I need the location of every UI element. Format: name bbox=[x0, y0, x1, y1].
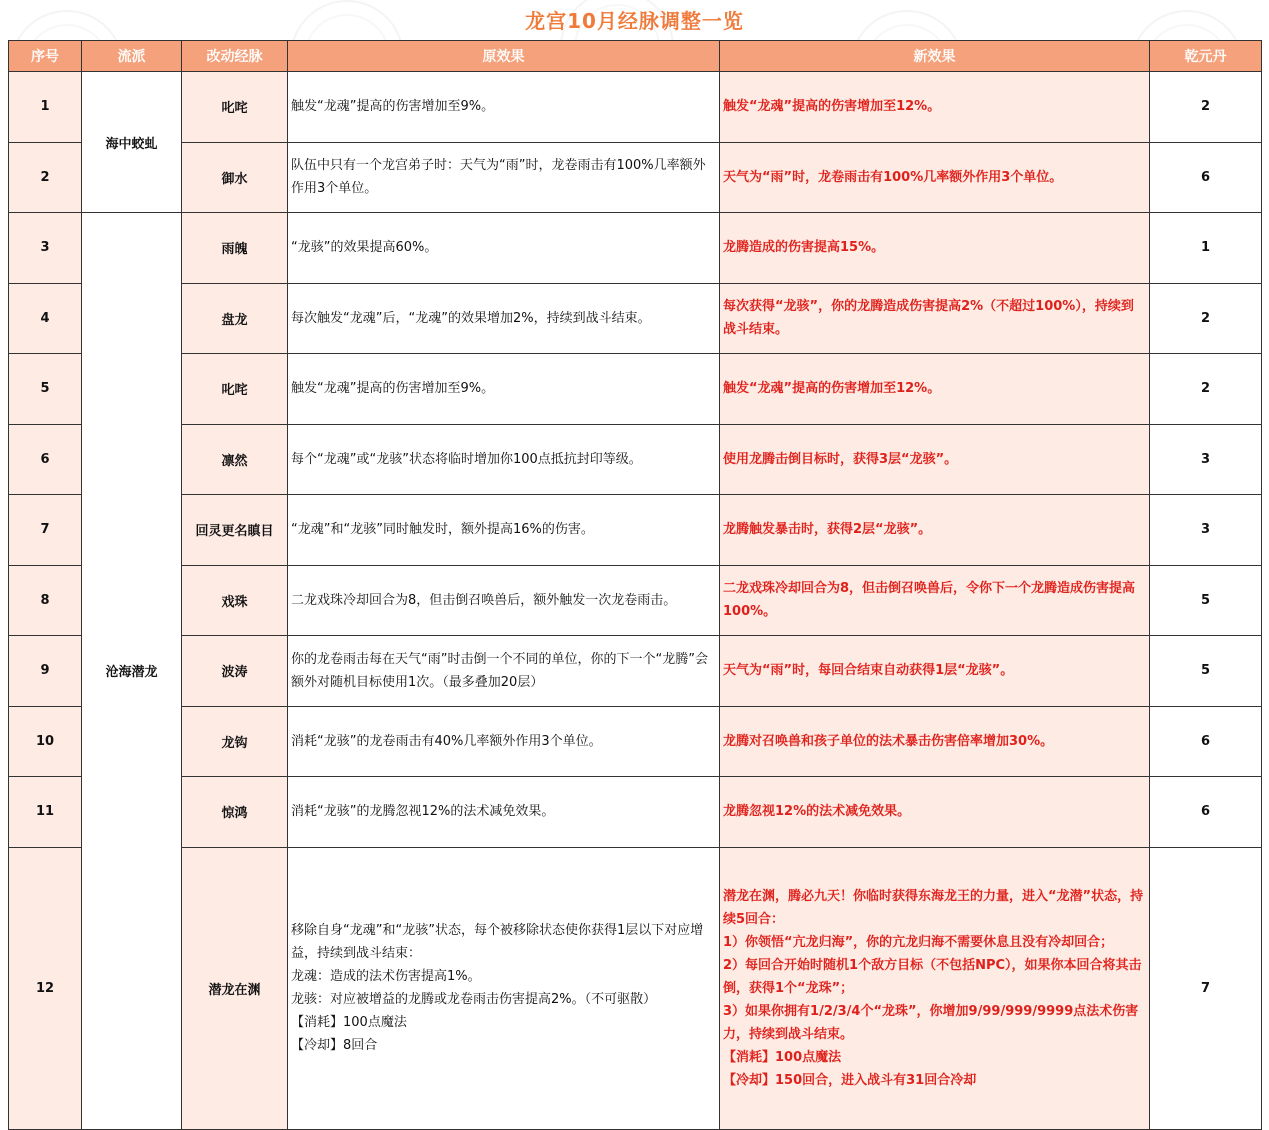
table-row bbox=[9, 213, 1262, 284]
cell-new-effect: 龙腾触发暴击时，获得2层“龙骇”。 bbox=[720, 495, 1150, 566]
cell-vein: 叱咤 bbox=[182, 354, 288, 425]
cell-old-effect: 你的龙卷雨击每在天气“雨”时击倒一个不同的单位，你的下一个“龙腾”会额外对随机目标使用1次。（最多叠加20层） bbox=[288, 636, 720, 707]
cell-dan: 7 bbox=[1150, 847, 1262, 1129]
page-title: 龙宫10月经脉调整一览 bbox=[525, 9, 744, 33]
cell-old-effect: 消耗“龙骇”的龙腾忽视12%的法术减免效果。 bbox=[288, 777, 720, 848]
cell-old-effect bbox=[288, 847, 720, 1129]
old-effect-line: 龙魂：造成的法术伤害提高1%。 bbox=[291, 969, 481, 984]
cell-new-effect bbox=[720, 847, 1150, 1129]
cell-old-effect: 消耗“龙骇”的龙卷雨击有40%几率额外作用3个单位。 bbox=[288, 706, 720, 777]
table-row bbox=[9, 283, 1262, 354]
table-row bbox=[9, 636, 1262, 707]
cell-old-effect: 二龙戏珠冷却回合为8，但击倒召唤兽后，额外触发一次龙卷雨击。 bbox=[288, 565, 720, 636]
cell-dan: 3 bbox=[1150, 495, 1262, 566]
cell-vein: 戏珠 bbox=[182, 565, 288, 636]
cell-vein: 凛然 bbox=[182, 424, 288, 495]
header-num: 序号 bbox=[9, 41, 82, 72]
cell-num: 2 bbox=[9, 142, 82, 213]
cell-num: 3 bbox=[9, 213, 82, 284]
cell-new-effect: 每次获得“龙骇”，你的龙腾造成伤害提高2%（不超过100%），持续到战斗结束。 bbox=[720, 283, 1150, 354]
old-effect-line: 【冷却】8回合 bbox=[291, 1038, 378, 1053]
cell-old-effect: 队伍中只有一个龙宫弟子时：天气为“雨”时，龙卷雨击有100%几率额外作用3个单位。 bbox=[288, 142, 720, 213]
table-row bbox=[9, 142, 1262, 213]
header-school: 流派 bbox=[82, 41, 182, 72]
cell-num: 10 bbox=[9, 706, 82, 777]
table-row bbox=[9, 777, 1262, 848]
cell-old-effect: 每个“龙魂”或“龙骇”状态将临时增加你100点抵抗封印等级。 bbox=[288, 424, 720, 495]
cell-dan: 3 bbox=[1150, 424, 1262, 495]
cell-vein: 潜龙在渊 bbox=[182, 847, 288, 1129]
cell-dan: 6 bbox=[1150, 142, 1262, 213]
table-row bbox=[9, 495, 1262, 566]
cell-old-effect: 触发“龙魂”提高的伤害增加至9%。 bbox=[288, 354, 720, 425]
cell-new-effect: 触发“龙魂”提高的伤害增加至12%。 bbox=[720, 354, 1150, 425]
table-row bbox=[9, 847, 1262, 1129]
header-new-effect: 新效果 bbox=[720, 41, 1150, 72]
cell-num: 9 bbox=[9, 636, 82, 707]
cell-dan: 6 bbox=[1150, 706, 1262, 777]
cell-new-effect: 触发“龙魂”提高的伤害增加至12%。 bbox=[720, 72, 1150, 143]
new-effect-line: 【冷却】150回合，进入战斗有31回合冷却 bbox=[723, 1072, 977, 1088]
cell-new-effect: 龙腾忽视12%的法术减免效果。 bbox=[720, 777, 1150, 848]
cell-num: 8 bbox=[9, 565, 82, 636]
old-effect-line: 移除自身“龙魂”和“龙骇”状态，每个被移除状态使你获得1层以下对应增益，持续到战斗结束： bbox=[291, 923, 704, 961]
cell-vein: 盘龙 bbox=[182, 283, 288, 354]
cell-new-effect: 龙腾对召唤兽和孩子单位的法术暴击伤害倍率增加30%。 bbox=[720, 706, 1150, 777]
table-row bbox=[9, 706, 1262, 777]
cell-dan: 5 bbox=[1150, 565, 1262, 636]
cell-dan: 2 bbox=[1150, 354, 1262, 425]
cell-num: 11 bbox=[9, 777, 82, 848]
cell-vein: 雨魄 bbox=[182, 213, 288, 284]
cell-dan: 1 bbox=[1150, 213, 1262, 284]
cell-new-effect: 天气为“雨”时，每回合结束自动获得1层“龙骇”。 bbox=[720, 636, 1150, 707]
cell-vein: 惊鸿 bbox=[182, 777, 288, 848]
old-effect-line: 龙骇：对应被增益的龙腾或龙卷雨击伤害提高2%。（不可驱散） bbox=[291, 992, 657, 1007]
new-effect-line: 潜龙在渊，腾必九天！你临时获得东海龙王的力量，进入“龙潜”状态，持续5回合： bbox=[723, 888, 1144, 927]
cell-vein: 波涛 bbox=[182, 636, 288, 707]
cell-old-effect: 每次触发“龙魂”后，“龙魂”的效果增加2%，持续到战斗结束。 bbox=[288, 283, 720, 354]
cell-num: 4 bbox=[9, 283, 82, 354]
cell-old-effect: 触发“龙魂”提高的伤害增加至9%。 bbox=[288, 72, 720, 143]
cell-vein: 龙钩 bbox=[182, 706, 288, 777]
cell-dan: 5 bbox=[1150, 636, 1262, 707]
cell-dan: 2 bbox=[1150, 72, 1262, 143]
vein-adjustment-table bbox=[8, 40, 1262, 1130]
header-vein: 改动经脉 bbox=[182, 41, 288, 72]
cell-old-effect: “龙骇”的效果提高60%。 bbox=[288, 213, 720, 284]
cell-dan: 2 bbox=[1150, 283, 1262, 354]
header-dan: 乾元丹 bbox=[1150, 41, 1262, 72]
cell-num: 6 bbox=[9, 424, 82, 495]
table-row bbox=[9, 424, 1262, 495]
new-effect-line: 3）如果你拥有1/2/3/4个“龙珠”，你增加9/99/999/9999点法术伤害力，持续到战斗结束。 bbox=[723, 1003, 1139, 1042]
cell-school: 沧海潜龙 bbox=[82, 213, 182, 1130]
cell-new-effect: 二龙戏珠冷却回合为8，但击倒召唤兽后，令你下一个龙腾造成伤害提高100%。 bbox=[720, 565, 1150, 636]
cell-vein: 回灵更名瞋目 bbox=[182, 495, 288, 566]
table-header-row bbox=[9, 41, 1262, 72]
header-old-effect: 原效果 bbox=[288, 41, 720, 72]
cell-dan: 6 bbox=[1150, 777, 1262, 848]
cell-school: 海中蛟虬 bbox=[82, 72, 182, 213]
cell-num: 12 bbox=[9, 847, 82, 1129]
cell-num: 7 bbox=[9, 495, 82, 566]
cell-new-effect: 天气为“雨”时，龙卷雨击有100%几率额外作用3个单位。 bbox=[720, 142, 1150, 213]
cell-new-effect: 使用龙腾击倒目标时，获得3层“龙骇”。 bbox=[720, 424, 1150, 495]
new-effect-line: 【消耗】100点魔法 bbox=[723, 1049, 842, 1065]
cell-vein: 御水 bbox=[182, 142, 288, 213]
cell-num: 1 bbox=[9, 72, 82, 143]
new-effect-line: 1）你领悟“亢龙归海”，你的亢龙归海不需要休息且没有冷却回合； bbox=[723, 934, 1114, 950]
table-row bbox=[9, 72, 1262, 143]
table-row bbox=[9, 354, 1262, 425]
cell-num: 5 bbox=[9, 354, 82, 425]
table-row bbox=[9, 565, 1262, 636]
new-effect-line: 2）每回合开始时随机1个敌方目标（不包括NPC），如果你本回合将其击倒，获得1个“龙珠”； bbox=[723, 957, 1142, 996]
old-effect-line: 【消耗】100点魔法 bbox=[291, 1015, 407, 1030]
cell-new-effect: 龙腾造成的伤害提高15%。 bbox=[720, 213, 1150, 284]
cell-old-effect: “龙魂”和“龙骇”同时触发时，额外提高16%的伤害。 bbox=[288, 495, 720, 566]
cell-vein: 叱咤 bbox=[182, 72, 288, 143]
